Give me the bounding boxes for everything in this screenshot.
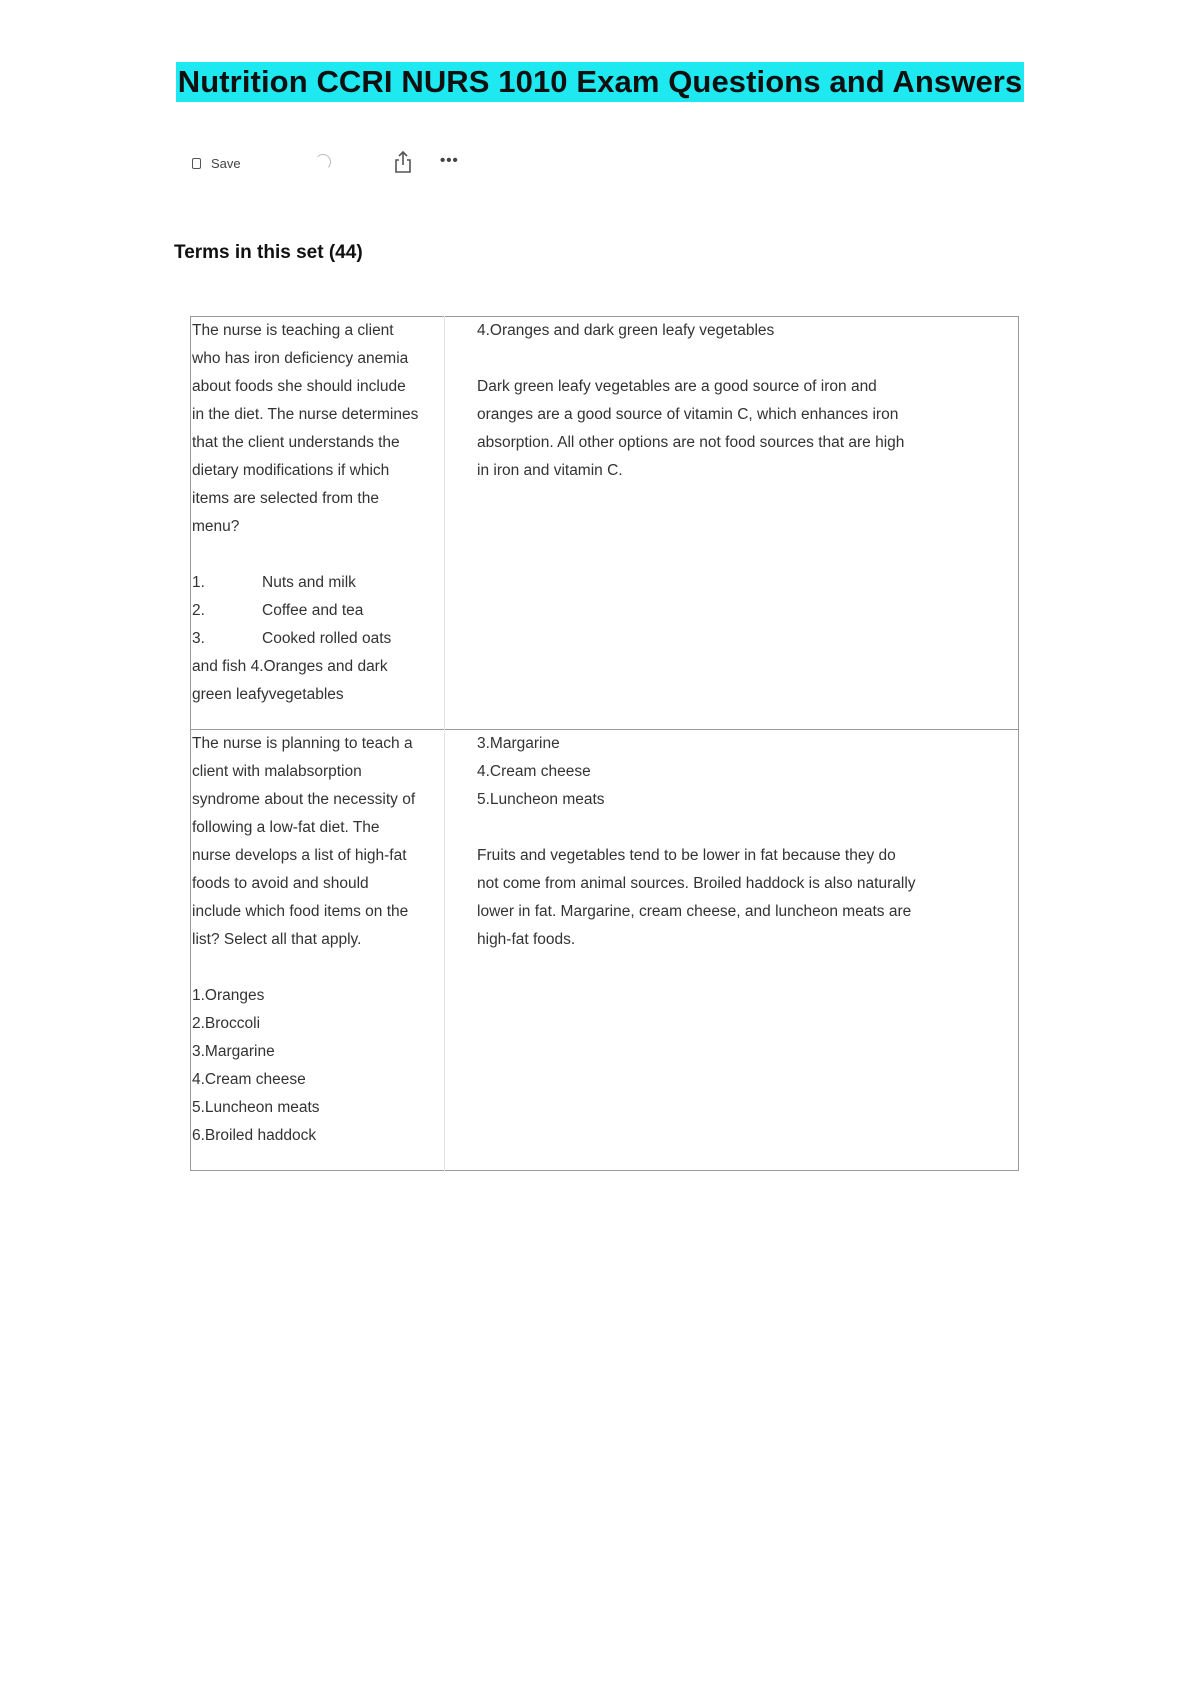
more-options-button[interactable]: ••• <box>440 152 459 169</box>
question-cell <box>191 730 445 1171</box>
question-line: syndrome about the necessity of <box>192 791 416 808</box>
share-button[interactable] <box>393 150 413 179</box>
question-line: nurse develops a list of high-fat <box>192 847 407 864</box>
title-wrapper <box>0 62 1200 102</box>
share-icon <box>393 150 413 174</box>
rationale-line: Dark green leafy vegetables are a good source of iron and <box>477 378 877 395</box>
question-line: green leafyvegetables <box>192 686 344 703</box>
rationale-line: absorption. All other options are not food sources that are high <box>477 434 905 451</box>
question-line: The nurse is planning to teach a <box>192 735 413 752</box>
question-line: that the client understands the <box>192 434 400 451</box>
question-line: include which food items on the <box>192 903 409 920</box>
rationale-line: lower in fat. Margarine, cream cheese, and luncheon meats are <box>477 903 912 920</box>
rationale-line: Fruits and vegetables tend to be lower in fat because they do <box>477 847 896 864</box>
question-line: The nurse is teaching a client <box>192 322 394 339</box>
option-item: 6.Broiled haddock <box>192 1127 317 1144</box>
toolbar <box>192 152 492 178</box>
question-line: client with malabsorption <box>192 763 362 780</box>
table-row <box>191 730 1019 1171</box>
question-cell <box>191 317 445 730</box>
save-button[interactable] <box>192 156 241 171</box>
option-text: Coffee and tea <box>262 602 364 619</box>
answer-line: 4.Cream cheese <box>477 763 591 780</box>
question-line: and fish 4.Oranges and dark <box>192 658 388 675</box>
question-line: in the diet. The nurse determines <box>192 406 419 423</box>
rationale-line: high-fat foods. <box>477 931 576 948</box>
question-line: menu? <box>192 518 240 535</box>
answer-line: 5.Luncheon meats <box>477 791 605 808</box>
option-item: 1.Oranges <box>192 987 265 1004</box>
option-row <box>192 569 444 597</box>
bookmark-icon <box>192 158 201 169</box>
option-row <box>192 597 444 625</box>
option-number: 3. <box>192 630 205 647</box>
question-line: items are selected from the <box>192 490 379 507</box>
page-title: Nutrition CCRI NURS 1010 Exam Questions and Answers <box>176 62 1025 102</box>
answer-line: 3.Margarine <box>477 735 560 752</box>
option-item: 4.Cream cheese <box>192 1071 306 1088</box>
terms-heading: Terms in this set (44) <box>174 242 363 263</box>
loading-spinner-icon <box>315 154 331 170</box>
option-item: 5.Luncheon meats <box>192 1099 320 1116</box>
answer-cell <box>445 317 1019 730</box>
table-row <box>191 317 1019 730</box>
option-row <box>192 625 444 653</box>
question-line: following a low-fat diet. The <box>192 819 380 836</box>
rationale-line: not come from animal sources. Broiled haddock is also naturally <box>477 875 916 892</box>
rationale-line: oranges are a good source of vitamin C, which enhances iron <box>477 406 899 423</box>
option-number: 2. <box>192 602 205 619</box>
save-label: Save <box>211 156 241 171</box>
flashcard-table <box>190 316 1019 1171</box>
option-item: 3.Margarine <box>192 1043 275 1060</box>
question-line: about foods she should include <box>192 378 406 395</box>
answer-cell <box>445 730 1019 1171</box>
question-line: list? Select all that apply. <box>192 931 362 948</box>
question-line: foods to avoid and should <box>192 875 369 892</box>
question-line: who has iron deficiency anemia <box>192 350 409 367</box>
option-item: 2.Broccoli <box>192 1015 261 1032</box>
question-line: dietary modifications if which <box>192 462 390 479</box>
option-text: Cooked rolled oats <box>262 630 392 647</box>
answer-line: 4.Oranges and dark green leafy vegetables <box>477 322 775 339</box>
option-number: 1. <box>192 574 205 591</box>
rationale-line: in iron and vitamin C. <box>477 462 623 479</box>
option-text: Nuts and milk <box>262 574 356 591</box>
